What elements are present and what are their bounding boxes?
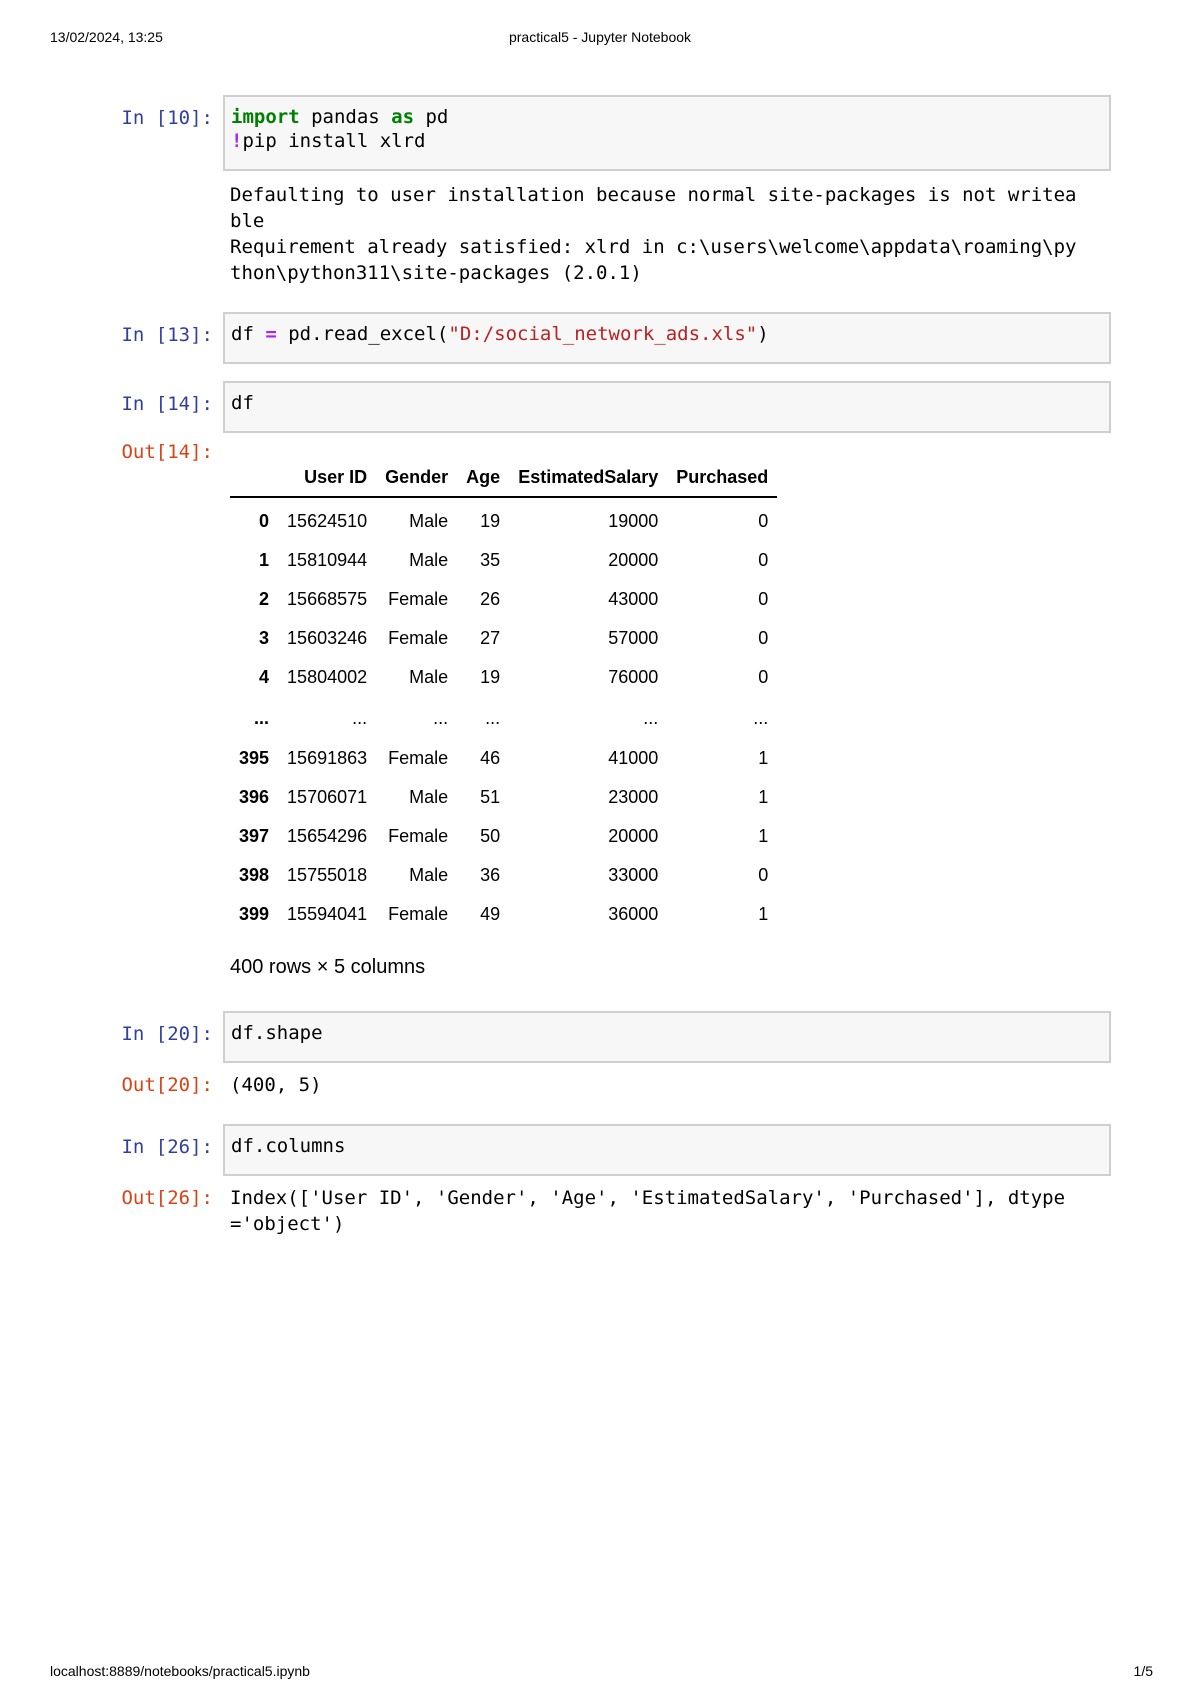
code-text: df: [231, 323, 266, 345]
row-index: ...: [254, 707, 270, 728]
table-cell: 0: [758, 667, 769, 687]
cell-26-in-prompt: In [26]:: [121, 1136, 213, 1158]
row-index: 396: [239, 787, 270, 807]
table-cell: 15691863: [287, 748, 368, 768]
table-cell: 15706071: [287, 787, 368, 807]
table-cell: 19000: [608, 511, 659, 531]
cell-10-in-prompt: In [10]:: [121, 107, 213, 129]
table-cell: 76000: [608, 667, 659, 687]
cell-14-out-prompt: Out[14]:: [121, 441, 213, 463]
table-cell: 15654296: [287, 826, 368, 846]
column-header: Gender: [376, 458, 457, 497]
table-cell: Female: [388, 628, 449, 648]
table-cell: Female: [388, 589, 449, 609]
code-text: df.shape: [231, 1022, 323, 1044]
row-index: 399: [239, 904, 270, 924]
table-row: [230, 580, 777, 619]
table-cell: 57000: [608, 628, 659, 648]
table-row: [230, 497, 777, 541]
print-url: localhost:8889/notebooks/practical5.ipynb: [50, 1663, 310, 1679]
print-header: [0, 29, 1200, 49]
table-cell: 19: [480, 511, 501, 531]
table-cell: Female: [388, 904, 449, 924]
index-header: [230, 458, 278, 497]
table-cell: 15810944: [287, 550, 368, 570]
row-index: 395: [239, 748, 270, 768]
table-cell: 20000: [608, 550, 659, 570]
table-cell: 15755018: [287, 865, 368, 885]
table-cell: 0: [758, 628, 769, 648]
row-index: 0: [259, 511, 270, 531]
table-row: [230, 619, 777, 658]
table-cell: 36: [480, 865, 501, 885]
table-cell: 0: [758, 550, 769, 570]
code-text: pd: [414, 106, 449, 128]
table-cell: 33000: [608, 865, 659, 885]
row-index: 398: [239, 865, 270, 885]
code-text: df.columns: [231, 1135, 346, 1157]
cell-26-output: Index(['User ID', 'Gender', 'Age', 'EstimatedSalary', 'Purchased'], dtype ='object'): [230, 1187, 1066, 1235]
column-header: Purchased: [667, 458, 777, 497]
cell-20-input[interactable]: [223, 1011, 1111, 1063]
code-text: pd.read_excel(: [276, 323, 449, 345]
table-cell: ...: [433, 707, 449, 728]
table-cell: 15603246: [287, 628, 368, 648]
cell-14-input[interactable]: [223, 381, 1111, 433]
table-cell: ...: [485, 707, 501, 728]
table-cell: Male: [409, 550, 449, 570]
table-cell: 46: [480, 748, 501, 768]
table-cell: 36000: [608, 904, 659, 924]
table-header-row: [230, 458, 777, 497]
table-cell: 15668575: [287, 589, 368, 609]
table-cell: 49: [480, 904, 501, 924]
table-cell: 1: [758, 787, 769, 807]
table-cell: 35: [480, 550, 501, 570]
print-footer: [0, 1663, 1200, 1683]
cell-14-in-prompt: In [14]:: [121, 393, 213, 415]
table-cell: 1: [758, 904, 769, 924]
row-index: 3: [259, 628, 270, 648]
table-cell: 50: [480, 826, 501, 846]
column-header: EstimatedSalary: [509, 458, 667, 497]
table-row: [230, 856, 777, 895]
row-index: 4: [259, 667, 270, 687]
cell-13-input[interactable]: [223, 312, 1111, 364]
table-cell: 20000: [608, 826, 659, 846]
table-row: [230, 541, 777, 580]
row-index: 2: [259, 589, 270, 609]
cell-26-input[interactable]: [223, 1124, 1111, 1176]
table-body: [230, 497, 777, 934]
table-cell: 1: [758, 748, 769, 768]
code-text: ): [757, 323, 769, 345]
table-cell: 1: [758, 826, 769, 846]
shell-bang: !: [231, 130, 243, 152]
table-cell: 15594041: [287, 904, 368, 924]
table-cell: Female: [388, 826, 449, 846]
code-text: pandas: [299, 106, 392, 128]
table-cell: 19: [480, 667, 501, 687]
table-cell: 43000: [608, 589, 659, 609]
table-cell: 51: [480, 787, 501, 807]
table-cell: ...: [643, 707, 659, 728]
table-cell: 15624510: [287, 511, 368, 531]
table-cell: Female: [388, 748, 449, 768]
print-title: practical5 - Jupyter Notebook: [508, 29, 692, 45]
table-row: [230, 895, 777, 934]
table-cell: 23000: [608, 787, 659, 807]
table-cell: 15804002: [287, 667, 368, 687]
dataframe-shape-caption: 400 rows × 5 columns: [230, 956, 426, 978]
cell-20-out-prompt: Out[20]:: [121, 1074, 213, 1096]
cell-20-in-prompt: In [20]:: [121, 1023, 213, 1045]
table-row: [230, 817, 777, 856]
cell-10-input[interactable]: [223, 95, 1111, 171]
code-keyword: as: [391, 106, 415, 128]
table-cell: ...: [753, 707, 769, 728]
cell-13-in-prompt: In [13]:: [121, 324, 213, 346]
table-row: [230, 697, 777, 739]
table-cell: Male: [409, 865, 449, 885]
column-header: Age: [457, 458, 509, 497]
code-operator: =: [265, 323, 277, 345]
table-cell: Male: [409, 667, 449, 687]
print-datetime: 13/02/2024, 13:25: [50, 29, 163, 45]
table-cell: 41000: [608, 748, 659, 768]
column-header: User ID: [278, 458, 376, 497]
code-text: df: [231, 392, 254, 414]
row-index: 397: [239, 826, 270, 846]
table-row: [230, 658, 777, 697]
table-cell: Male: [409, 511, 449, 531]
table-row: [230, 739, 777, 778]
table-cell: ...: [352, 707, 368, 728]
cell-26-out-prompt: Out[26]:: [121, 1187, 213, 1209]
table-cell: 0: [758, 589, 769, 609]
print-page-number: 1/5: [1133, 1663, 1153, 1679]
cell-20-output: (400, 5): [230, 1074, 322, 1096]
table-cell: 0: [758, 511, 769, 531]
dataframe-table: [230, 458, 777, 934]
table-cell: 27: [480, 628, 501, 648]
cell-10-stream-output: Defaulting to user installation because normal site-packages is not writea ble Requirement already satisfied: xlrd in c:\users\welcome\appdata\roaming\py thon\python311\site-packages (2.0.1): [230, 184, 1077, 284]
code-keyword: import: [231, 106, 300, 128]
table-row: [230, 778, 777, 817]
table-cell: 0: [758, 865, 769, 885]
code-string: "D:/social_network_ads.xls": [448, 323, 758, 345]
table-cell: Male: [409, 787, 449, 807]
code-text: pip install xlrd: [242, 130, 426, 152]
row-index: 1: [259, 550, 270, 570]
table-cell: 26: [480, 589, 501, 609]
